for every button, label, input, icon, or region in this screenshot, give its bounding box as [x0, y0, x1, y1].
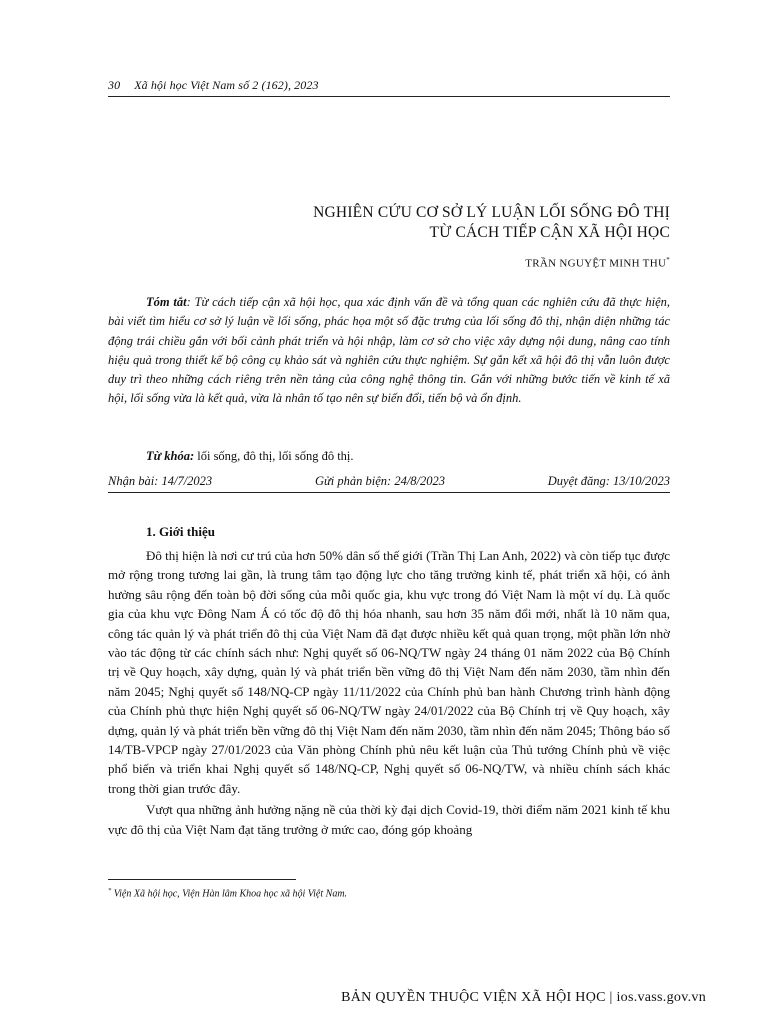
footnote-mark: *: [108, 887, 112, 894]
body-paragraph: Đô thị hiện là nơi cư trú của hơn 50% dân số thế giới (Trần Thị Lan Anh, 2022) và còn tiếp tục được mở rộng trong tương lai gần, là trung tâm tạo động lực cho tăng trưởng kinh tế, phát triển xã hội, có ảnh hưởng sâu rộng đến toàn bộ đời sống của mỗi quốc gia, khu vực trong đó Việt Nam là một ví dụ. Là quốc gia của khu vực Đông Nam Á có tốc độ đô thị hóa nhanh, sau hơn 35 năm đổi mới, nhất là 10 năm qua, công tác quản lý và phát triển đô thị của Việt Nam đã đạt được nhiều kết quả quan trọng, một phần lớn nhờ vào tác động từ các chính sách như: Nghị quyết số 06-NQ/TW ngày 24 tháng 01 năm 2022 của Bộ Chính trị về Quy hoạch, xây dựng, quản lý và phát triển bền vững đô thị Việt Nam đến năm 2030, tầm nhìn đến năm 2045; Nghị quyết số 148/NQ-CP ngày 11/11/2022 của Chính phủ ban hành Chương trình hành động của Chính phủ thực hiện Nghị quyết số 06-NQ/TW ngày 24/01/2022 của Bộ Chính trị về Quy hoạch, xây dựng, quản lý và phát triển bền vững đô thị Việt Nam đến năm 2030, tầm nhìn đến năm 2045; Thông báo số 14/TB-VPCP ngày 27/01/2023 của Văn phòng Chính phủ nêu kết luận của Thủ tướng Chính phủ về việc phổ biến và triển khai Nghị quyết số 148/NQ-CP, Nghị quyết số 06-NQ/TW, và nhiều chính sách khác trong thời gian trước đây.: [108, 548, 670, 796]
copyright-watermark: BẢN QUYỀN THUỘC VIỆN XÃ HỘI HỌC | ios.vass.gov.vn: [341, 990, 706, 1005]
author-line: [108, 256, 670, 270]
author-footnote-mark: *: [666, 256, 670, 264]
received-date: Nhận bài: 14/7/2023: [108, 474, 213, 488]
keywords-label: Từ khóa:: [146, 449, 195, 463]
author-name: TRẦN NGUYỆT MINH THU: [525, 257, 667, 270]
abstract-label: Tóm tắt: [146, 295, 187, 309]
section-body: [108, 546, 670, 841]
header-rule: [108, 96, 670, 97]
abstract: [108, 293, 670, 409]
keywords-text: lối sống, đô thị, lối sống đô thị.: [194, 449, 354, 463]
running-header: [108, 78, 670, 93]
journal-name: Xã hội học Việt Nam số 2 (162), 2023: [134, 78, 319, 92]
article-title-line-1: NGHIÊN CỨU CƠ SỞ LÝ LUẬN LỐI SỐNG ĐÔ THỊ: [313, 204, 670, 221]
page-number: 30: [108, 78, 121, 92]
accepted-date: Duyệt đăng: 13/10/2023: [547, 474, 670, 488]
section-heading: 1. Giới thiệu: [146, 524, 215, 539]
review-date: Gửi phản biện: 24/8/2023: [314, 474, 446, 488]
dates-rule: [108, 492, 670, 493]
abstract-text: : Từ cách tiếp cận xã hội học, qua xác định vấn đề và tổng quan các nghiên cứu đã thực hiện, bài viết tìm hiểu cơ sở lý luận về lối sống, phác họa một số đặc trưng của lối sống đô thị, nhận diện những tác động trái chiều gắn với bối cảnh phát triển và hội nhập, làm cơ sở cho việc xây dựng nội dung, nâng cao tính hiệu quả trong thiết kế bộ công cụ khảo sát và nghiên cứu thực nghiệm. Sự gắn kết xã hội đô thị vẫn luôn được duy trì theo những cách riêng trên nền tảng của công nghệ thông tin. Gắn với những bước tiến về kinh tế xã hội, lối sống vừa là kết quả, vừa là nhân tố tạo nên sự biến đổi, tiến bộ và ổn định.: [108, 295, 670, 406]
footnote: [108, 887, 670, 899]
article-dates: [108, 472, 670, 490]
footnote-rule: [108, 879, 296, 880]
article-title: [108, 203, 670, 243]
body-paragraph: Vượt qua những ảnh hưởng nặng nề của thời kỳ đại dịch Covid-19, thời điểm năm 2021 kinh tế khu vực đô thị của Việt Nam đạt tăng trưởng ở mức cao, đóng góp khoảng: [108, 802, 670, 837]
footnote-text: Viện Xã hội học, Viện Hàn lâm Khoa học xã hội Việt Nam.: [111, 888, 348, 900]
keywords: [108, 447, 670, 466]
article-title-line-2: TỪ CÁCH TIẾP CẬN XÃ HỘI HỌC: [429, 224, 670, 241]
